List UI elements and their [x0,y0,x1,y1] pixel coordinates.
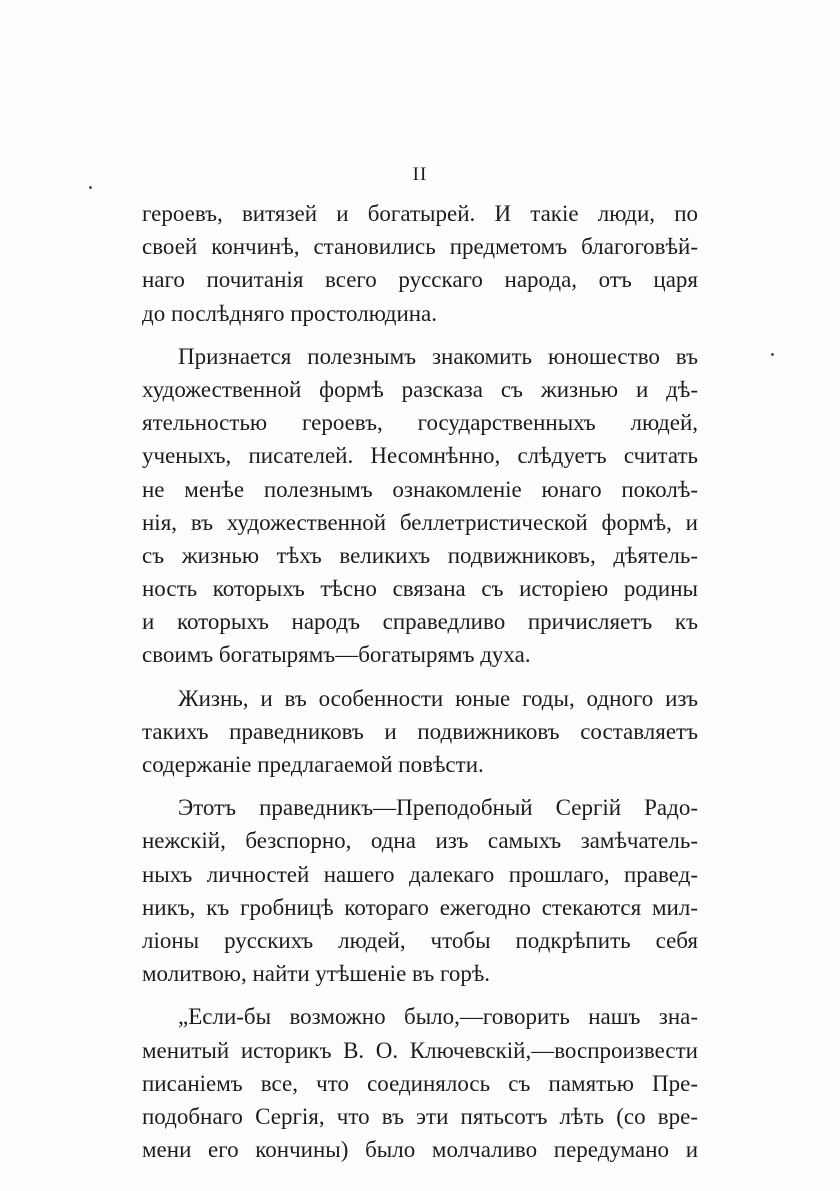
text-line: ныхъ личностей нашего далекаго прошлаго, правед- [142,861,698,887]
text-line: до послѣдняго простолюдина. [142,300,438,326]
text-line: подобнаго Сергія, что въ эти пятьсотъ лѣть (со вре- [142,1103,698,1129]
text-line: ліоны русскихъ людей, чтобы подкрѣпить себя [142,927,698,953]
paragraph-5 [142,1000,698,1166]
paragraph-4 [142,791,698,990]
page-number: II [412,164,428,185]
text-line: Признается полезнымъ знакомить юношество въ [178,343,698,369]
text-line: содержаніе предлагаемой повѣсти. [142,752,484,777]
text-line: менитый историкъ В. О. Ключевскій,—воспроизвести [142,1037,698,1063]
text-line: ученыхъ, писателей. Несомнѣнно, слѣдуетъ считать [142,443,698,469]
text-line: такихъ праведниковъ и подвижниковъ составляетъ [142,718,698,744]
body-text [142,197,698,1166]
text-line: съ жизнью тѣхъ великихъ подвижниковъ, дѣятель- [142,542,698,568]
text-line: „Если-бы возможно было,—говорить нашъ зна- [178,1004,698,1030]
print-speck [771,353,774,356]
text-line: Жизнь, и въ особенности юные годы, одного изъ [178,685,698,711]
paragraph-2 [142,340,698,672]
text-line: художественной формѣ разсказа съ жизнью и дѣ- [142,376,698,402]
text-line: нежскій, безспорно, одна изъ самыхъ замѣчатель- [142,828,698,854]
text-line: героевъ, витязей и богатырей. И такіе люди, по [142,201,698,226]
print-speck [89,186,92,189]
paragraph-3 [142,682,698,782]
text-line: писаніемъ все, что соединялось съ памятью Пре- [142,1070,698,1096]
text-line: своей кончинѣ, становились предметомъ благоговѣй- [142,234,698,260]
text-line: мени его кончины) было молчаливо передумано и [142,1137,698,1163]
text-line: молитвою, найти утѣшеніе въ горѣ. [142,961,491,987]
paragraph-1 [142,197,698,330]
text-line: и которыхъ народъ справедливо причисляетъ къ [142,609,698,635]
text-line: нія, въ художественной беллетристической формѣ, и [142,509,698,535]
text-line: никъ, къ гробницѣ котораго ежегодно стекаются мил- [142,894,698,920]
text-line: наго почитанія всего русскаго народа, отъ царя [142,267,698,293]
text-line: своимъ богатырямъ—богатырямъ духа. [142,642,531,668]
text-line: ятельностью героевъ, государственныхъ людей, [142,410,698,436]
text-line: ность которыхъ тѣсно связана съ исторіею родины [142,576,698,602]
text-line: Этотъ праведникъ—Преподобный Сергій Радо- [178,795,698,821]
text-line: не менѣе полезнымъ ознакомленіе юнаго поколѣ- [142,476,698,502]
